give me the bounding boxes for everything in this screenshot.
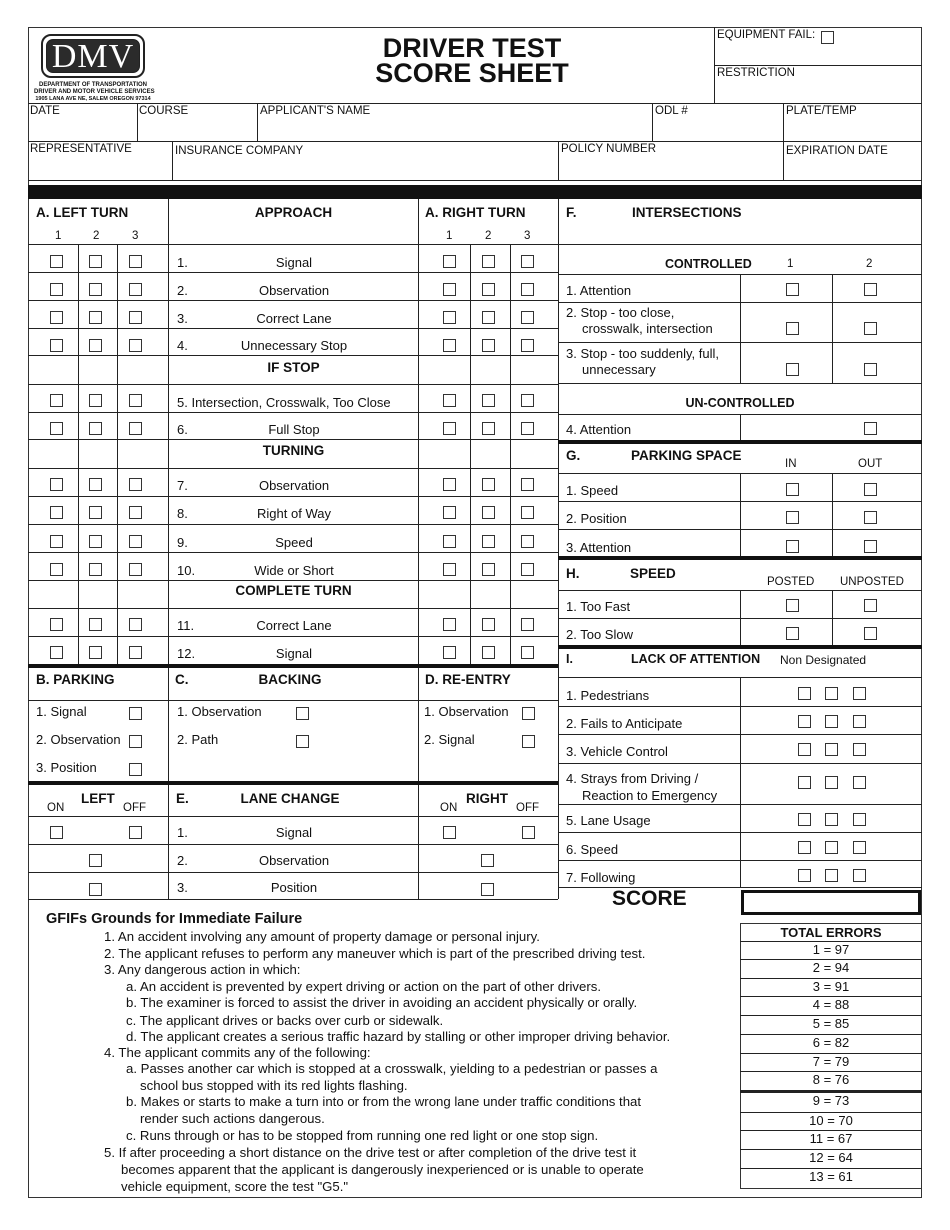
parking-attention-out-checkbox[interactable]: [864, 540, 877, 553]
applicant-name-field[interactable]: APPLICANT'S NAME: [260, 105, 371, 117]
right-turn-title: A. RIGHT TURN: [425, 205, 526, 220]
dmv-logo: [34, 33, 155, 103]
controlled-heading: CONTROLLED: [665, 257, 752, 271]
lack-attention-item-4-box-3-checkbox[interactable]: [853, 776, 866, 789]
controlled-stop-sudden-2-checkbox[interactable]: [864, 363, 877, 376]
parking-space-item-3: 3. Attention: [566, 540, 632, 555]
speed-slow-unposted-checkbox[interactable]: [864, 627, 877, 640]
logo-line-1: DEPARTMENT OF TRANSPORTATION: [39, 82, 147, 88]
lack-attention-item-2-box-2-checkbox[interactable]: [825, 715, 838, 728]
left-turn-item-2-col-3-checkbox[interactable]: [129, 283, 142, 296]
score-row: 3 = 91: [812, 979, 850, 994]
gfif-line: becomes apparent that the applicant is dangerously inexperienced or is unable to operate: [121, 1162, 644, 1177]
lane-left-on-checkbox[interactable]: [50, 826, 63, 839]
approach-item-12-label: Signal: [275, 646, 313, 661]
approach-item-7-num: 7.: [177, 478, 188, 493]
lack-attention-item-7-box-3-checkbox[interactable]: [853, 869, 866, 882]
lane-item-2-num: 2.: [177, 853, 188, 868]
backing-letter: C.: [175, 672, 189, 687]
right-turn-item-7-col-2-checkbox[interactable]: [482, 478, 495, 491]
approach-item-9-label: Speed: [275, 535, 313, 550]
parking-position-in-checkbox[interactable]: [786, 511, 799, 524]
right-turn-item-10-col-1-checkbox[interactable]: [443, 563, 456, 576]
insurance-company-field[interactable]: INSURANCE COMPANY: [175, 145, 304, 157]
lane-left-on: ON: [47, 802, 65, 814]
speed-slow-posted-checkbox[interactable]: [786, 627, 799, 640]
score-row: 4 = 88: [812, 997, 850, 1012]
controlled-stop-close-2-checkbox[interactable]: [864, 322, 877, 335]
parking-space-in: IN: [785, 458, 797, 470]
uncontrolled-attention: 4. Attention: [566, 422, 632, 437]
speed-title: SPEED: [630, 566, 676, 581]
lack-attention-item-3-box-2-checkbox[interactable]: [825, 743, 838, 756]
approach-item-10-num: 10.: [177, 563, 196, 578]
left-turn-item-7-col-2-checkbox[interactable]: [89, 478, 102, 491]
right-turn-item-7-col-3-checkbox[interactable]: [521, 478, 534, 491]
parking-space-item-2: 2. Position: [566, 511, 627, 526]
score-row: 11 = 67: [809, 1131, 853, 1146]
score-row: 2 = 94: [812, 960, 850, 975]
right-turn-item-11-col-2-checkbox[interactable]: [482, 618, 495, 631]
score-row: 5 = 85: [812, 1016, 850, 1031]
right-turn-item-10-col-2-checkbox[interactable]: [482, 563, 495, 576]
gfif-line: 4. The applicant commits any of the following:: [104, 1045, 371, 1060]
turning-heading: TURNING: [262, 443, 325, 458]
right-turn-item-12-col-3-checkbox[interactable]: [521, 646, 534, 659]
gfif-line: c. The applicant drives or backs over curb or sidewalk.: [126, 1013, 444, 1028]
gfif-line: b. Makes or starts to make a turn into or from the wrong lane under traffic conditions that: [126, 1094, 642, 1109]
approach-item-1-label: Signal: [275, 255, 313, 270]
gfif-line: 1. An accident involving any amount of property damage or personal injury.: [104, 929, 540, 944]
approach-item-1-num: 1.: [177, 255, 188, 270]
right-turn-item-6-col-2-checkbox[interactable]: [482, 422, 495, 435]
left-turn-item-11-col-1-checkbox[interactable]: [50, 618, 63, 631]
right-turn-item-2-col-2-checkbox[interactable]: [482, 283, 495, 296]
approach-item-8-label: Right of Way: [257, 506, 331, 521]
left-turn-item-1-col-3-checkbox[interactable]: [129, 255, 142, 268]
parking-position-out-checkbox[interactable]: [864, 511, 877, 524]
controlled-attention-1-checkbox[interactable]: [786, 283, 799, 296]
approach-item-2-num: 2.: [177, 283, 188, 298]
right-turn-item-12-col-1-checkbox[interactable]: [443, 646, 456, 659]
left-turn-item-5-col-2-checkbox[interactable]: [89, 394, 102, 407]
gfif-line: d. The applicant creates a serious traffic hazard by stalling or other improper driving behavior.: [126, 1029, 671, 1044]
approach-item-3-num: 3.: [177, 311, 188, 326]
lack-attention-item-6-box-1-checkbox[interactable]: [798, 841, 811, 854]
approach-item-2-label: Observation: [258, 283, 330, 298]
right-turn-item-2-col-3-checkbox[interactable]: [521, 283, 534, 296]
title-line-2: SCORE SHEET: [375, 58, 569, 88]
expiration-date-field[interactable]: EXPIRATION DATE: [786, 145, 888, 157]
gfif-line: 2. The applicant refuses to perform any maneuver which is part of the prescribed driving test.: [104, 946, 646, 961]
speed-item-1: 1. Too Fast: [566, 599, 631, 614]
backing-item-2: 2. Path: [177, 732, 219, 747]
right-turn-item-3-col-2-checkbox[interactable]: [482, 311, 495, 324]
right-turn-item-10-col-3-checkbox[interactable]: [521, 563, 534, 576]
approach-item-9-num: 9.: [177, 535, 188, 550]
lack-item-3: 3. Vehicle Control: [566, 744, 668, 759]
left-turn-item-3-col-1-checkbox[interactable]: [50, 311, 63, 324]
score-row: 8 = 76: [812, 1072, 850, 1087]
lack-attention-item-1-box-1-checkbox[interactable]: [798, 687, 811, 700]
parking-attention-in-checkbox[interactable]: [786, 540, 799, 553]
speed-item-2: 2. Too Slow: [566, 627, 633, 642]
speed-fast-posted-checkbox[interactable]: [786, 599, 799, 612]
left-turn-item-7-col-3-checkbox[interactable]: [129, 478, 142, 491]
reentry-title: D. RE-ENTRY: [425, 672, 511, 687]
approach-item-11-num: 11.: [177, 618, 195, 633]
right-turn-item-1-col-3-checkbox[interactable]: [521, 255, 534, 268]
gfif-title: GFIFs Grounds for Immediate Failure: [46, 911, 303, 927]
gfif-line: school bus stopped with its red lights flashing.: [140, 1078, 408, 1093]
parking-space-title: PARKING SPACE: [631, 448, 742, 463]
left-turn-item-5-col-1-checkbox[interactable]: [50, 394, 63, 407]
lane-right-off-checkbox[interactable]: [522, 826, 535, 839]
right-turn-item-2-col-1-checkbox[interactable]: [443, 283, 456, 296]
right-turn-item-9-col-2-checkbox[interactable]: [482, 535, 495, 548]
left-turn-item-1-col-2-checkbox[interactable]: [89, 255, 102, 268]
intersection-item-2-l1: 2. Stop - too close,: [566, 305, 675, 320]
controlled-stop-sudden-1-checkbox[interactable]: [786, 363, 799, 376]
speed-unposted: UNPOSTED: [840, 576, 904, 588]
right-turn-item-6-col-1-checkbox[interactable]: [443, 422, 456, 435]
total-errors-heading: TOTAL ERRORS: [780, 925, 882, 940]
intersections-title: INTERSECTIONS: [632, 205, 742, 220]
left-turn-item-8-col-1-checkbox[interactable]: [50, 506, 63, 519]
left-turn-item-3-col-2-checkbox[interactable]: [89, 311, 102, 324]
logo-line-3: 1905 LANA AVE NE, SALEM OREGON 97314: [35, 96, 151, 102]
left-turn-item-5-col-3-checkbox[interactable]: [129, 394, 142, 407]
lack-item-4-l1: 4. Strays from Driving /: [566, 771, 699, 786]
lane-right-off: OFF: [516, 802, 539, 814]
lane-item-2-label: Observation: [258, 853, 330, 868]
if-stop-heading: IF STOP: [267, 360, 320, 375]
lane-change-letter: E.: [176, 791, 189, 806]
right-turn-item-8-col-1-checkbox[interactable]: [443, 506, 456, 519]
parking-item-3: 3. Position: [36, 760, 97, 775]
score-label: SCORE: [612, 887, 687, 910]
backing-path-checkbox[interactable]: [296, 735, 309, 748]
lane-change-title: LANE CHANGE: [240, 791, 340, 806]
parking-speed-out-checkbox[interactable]: [864, 483, 877, 496]
lane-left-title: LEFT: [81, 791, 115, 806]
lane-left-off-checkbox[interactable]: [129, 826, 142, 839]
score-row: 9 = 73: [812, 1093, 850, 1108]
left-turn-item-10-col-3-checkbox[interactable]: [129, 563, 142, 576]
separator-bar: [28, 185, 922, 199]
gfif-line: b. The examiner is forced to assist the driver in avoiding an accident physically or orally.: [126, 995, 638, 1010]
lane-item-3-num: 3.: [177, 880, 188, 895]
score-row: 6 = 82: [812, 1035, 850, 1050]
left-turn-item-10-col-1-checkbox[interactable]: [50, 563, 63, 576]
left-turn-item-9-col-2-checkbox[interactable]: [89, 535, 102, 548]
lack-attention-item-2-box-3-checkbox[interactable]: [853, 715, 866, 728]
right-turn-item-11-col-1-checkbox[interactable]: [443, 618, 456, 631]
approach-item-3-label: Correct Lane: [256, 311, 332, 326]
uncontrolled-heading: UN-CONTROLLED: [685, 396, 795, 410]
approach-item-8-num: 8.: [177, 506, 188, 521]
uncontrolled-attention-checkbox[interactable]: [864, 422, 877, 435]
lack-attention-item-7-box-1-checkbox[interactable]: [798, 869, 811, 882]
intersections-letter: F.: [566, 205, 577, 220]
approach-item-6-label: Full Stop: [268, 422, 320, 437]
left-turn-title: A. LEFT TURN: [36, 205, 129, 220]
left-turn-col-1: 1: [55, 230, 62, 242]
score-box[interactable]: [741, 890, 921, 915]
parking-item-1: 1. Signal: [36, 704, 87, 719]
speed-posted: POSTED: [767, 576, 815, 588]
parking-observation-checkbox[interactable]: [129, 735, 142, 748]
lack-attention-item-6-box-3-checkbox[interactable]: [853, 841, 866, 854]
lane-left-position-checkbox[interactable]: [89, 883, 102, 896]
dmv-logo-badge: [41, 34, 145, 78]
controlled-attention-2-checkbox[interactable]: [864, 283, 877, 296]
lack-item-7: 7. Following: [566, 870, 636, 885]
lack-attention-item-5-box-1-checkbox[interactable]: [798, 813, 811, 826]
lack-attention-item-3-box-1-checkbox[interactable]: [798, 743, 811, 756]
policy-number-field[interactable]: POLICY NUMBER: [561, 143, 657, 155]
left-turn-item-11-col-3-checkbox[interactable]: [129, 618, 142, 631]
logo-line-2: DRIVER AND MOTOR VEHICLE SERVICES: [34, 89, 155, 95]
lane-right-on: ON: [440, 802, 458, 814]
left-turn-item-6-col-2-checkbox[interactable]: [89, 422, 102, 435]
left-turn-item-8-col-3-checkbox[interactable]: [129, 506, 142, 519]
left-turn-item-7-col-1-checkbox[interactable]: [50, 478, 63, 491]
gfif-line: 5. If after proceeding a short distance on the drive test or after completion of the drive test it: [104, 1145, 637, 1160]
lack-item-2: 2. Fails to Anticipate: [566, 716, 683, 731]
right-turn-item-8-col-3-checkbox[interactable]: [521, 506, 534, 519]
score-row: 10 = 70: [809, 1113, 853, 1128]
right-turn-item-11-col-3-checkbox[interactable]: [521, 618, 534, 631]
gfif-line: render such actions dangerous.: [140, 1111, 325, 1126]
reentry-signal-checkbox[interactable]: [522, 735, 535, 748]
right-turn-item-4-col-3-checkbox[interactable]: [521, 339, 534, 352]
lack-attention-item-3-box-3-checkbox[interactable]: [853, 743, 866, 756]
intersection-item-3-l1: 3. Stop - too suddenly, full,: [566, 346, 719, 361]
right-turn-item-9-col-1-checkbox[interactable]: [443, 535, 456, 548]
parking-space-letter: G.: [566, 448, 581, 463]
approach-item-6-num: 6.: [177, 422, 188, 437]
left-turn-col-2: 2: [93, 230, 100, 242]
right-turn-item-5-col-2-checkbox[interactable]: [482, 394, 495, 407]
right-turn-item-7-col-1-checkbox[interactable]: [443, 478, 456, 491]
backing-title: BACKING: [258, 672, 322, 687]
left-turn-item-12-col-3-checkbox[interactable]: [129, 646, 142, 659]
intersection-item-2-l2: crosswalk, intersection: [582, 321, 713, 336]
lane-item-1-label: Signal: [275, 825, 313, 840]
score-row: 7 = 79: [812, 1054, 850, 1069]
complete-turn-heading: COMPLETE TURN: [235, 583, 352, 598]
left-turn-item-4-col-3-checkbox[interactable]: [129, 339, 142, 352]
lack-attention-sub: Non Designated: [780, 653, 867, 667]
parking-speed-in-checkbox[interactable]: [786, 483, 799, 496]
right-turn-item-12-col-2-checkbox[interactable]: [482, 646, 495, 659]
lane-left-observation-checkbox[interactable]: [89, 854, 102, 867]
parking-title: B. PARKING: [36, 672, 115, 687]
lack-attention-item-4-box-2-checkbox[interactable]: [825, 776, 838, 789]
approach-item-4-num: 4.: [177, 338, 188, 353]
lane-left-off: OFF: [123, 802, 146, 814]
left-turn-item-4-col-1-checkbox[interactable]: [50, 339, 63, 352]
approach-title: APPROACH: [254, 205, 333, 220]
controlled-col-2: 2: [866, 258, 873, 270]
right-turn-item-4-col-1-checkbox[interactable]: [443, 339, 456, 352]
course-field[interactable]: COURSE: [139, 105, 189, 117]
parking-signal-checkbox[interactable]: [129, 707, 142, 720]
title-line-1: DRIVER TEST: [382, 33, 562, 63]
left-turn-col-3: 3: [132, 230, 139, 242]
left-turn-item-3-col-3-checkbox[interactable]: [129, 311, 142, 324]
score-row: 1 = 97: [812, 942, 850, 957]
gfif-line: a. Passes another car which is stopped at a crosswalk, yielding to a pedestrian or passes a: [126, 1061, 658, 1076]
parking-space-item-1: 1. Speed: [566, 483, 619, 498]
gfif-line: 3. Any dangerous action in which:: [104, 962, 301, 977]
right-turn-item-9-col-3-checkbox[interactable]: [521, 535, 534, 548]
approach-item-11-label: Correct Lane: [256, 618, 332, 633]
gfif-line: c. Runs through or has to be stopped from running one red light or one stop sign.: [126, 1128, 599, 1143]
dmv-logo-text: DMV: [51, 38, 135, 75]
parking-position-checkbox[interactable]: [129, 763, 142, 776]
left-turn-item-10-col-2-checkbox[interactable]: [89, 563, 102, 576]
lack-attention-item-2-box-1-checkbox[interactable]: [798, 715, 811, 728]
plate-temp-field[interactable]: PLATE/TEMP: [786, 105, 857, 117]
backing-item-1: 1. Observation: [177, 704, 262, 719]
score-row: 13 = 61: [809, 1169, 853, 1184]
controlled-col-1: 1: [787, 258, 794, 270]
lack-item-1: 1. Pedestrians: [566, 688, 650, 703]
right-turn-col-2: 2: [485, 230, 492, 242]
lane-item-1-num: 1.: [177, 825, 188, 840]
left-turn-item-9-col-3-checkbox[interactable]: [129, 535, 142, 548]
score-row: 12 = 64: [809, 1150, 853, 1165]
right-turn-item-5-col-3-checkbox[interactable]: [521, 394, 534, 407]
speed-fast-unposted-checkbox[interactable]: [864, 599, 877, 612]
left-turn-item-11-col-2-checkbox[interactable]: [89, 618, 102, 631]
lane-right-observation-checkbox[interactable]: [481, 854, 494, 867]
right-turn-item-3-col-3-checkbox[interactable]: [521, 311, 534, 324]
right-turn-item-6-col-3-checkbox[interactable]: [521, 422, 534, 435]
lane-item-3-label: Position: [270, 880, 318, 895]
lane-right-position-checkbox[interactable]: [481, 883, 494, 896]
intersection-item-3-l2: unnecessary: [582, 362, 656, 377]
right-turn-col-1: 1: [446, 230, 453, 242]
speed-letter: H.: [566, 566, 580, 581]
left-turn-item-12-col-1-checkbox[interactable]: [50, 646, 63, 659]
approach-item-7-label: Observation: [258, 478, 330, 493]
lack-item-4-l2: Reaction to Emergency: [582, 788, 718, 803]
lack-attention-item-5-box-3-checkbox[interactable]: [853, 813, 866, 826]
intersection-item-1: 1. Attention: [566, 283, 632, 298]
left-turn-item-6-col-3-checkbox[interactable]: [129, 422, 142, 435]
left-turn-item-9-col-1-checkbox[interactable]: [50, 535, 63, 548]
gfif-line: a. An accident is prevented by expert driving or action on the part of other drivers.: [126, 979, 602, 994]
right-turn-item-1-col-1-checkbox[interactable]: [443, 255, 456, 268]
date-field[interactable]: DATE: [30, 105, 60, 117]
lack-item-5: 5. Lane Usage: [566, 813, 651, 828]
lack-attention-letter: I.: [566, 652, 573, 666]
reentry-item-1: 1. Observation: [424, 704, 509, 719]
lack-attention-title: LACK OF ATTENTION: [631, 652, 761, 666]
reentry-item-2: 2. Signal: [424, 732, 475, 747]
approach-item-10-label: Wide or Short: [254, 563, 334, 578]
lack-attention-item-1-box-2-checkbox[interactable]: [825, 687, 838, 700]
right-turn-item-1-col-2-checkbox[interactable]: [482, 255, 495, 268]
backing-observation-checkbox[interactable]: [296, 707, 309, 720]
left-turn-item-6-col-1-checkbox[interactable]: [50, 422, 63, 435]
lack-attention-item-5-box-2-checkbox[interactable]: [825, 813, 838, 826]
equipment-fail-checkbox[interactable]: [821, 31, 834, 44]
left-turn-item-1-col-1-checkbox[interactable]: [50, 255, 63, 268]
right-turn-item-3-col-1-checkbox[interactable]: [443, 311, 456, 324]
odl-field[interactable]: ODL #: [655, 105, 688, 117]
approach-item-5: 5. Intersection, Crosswalk, Too Close: [177, 395, 391, 410]
restriction-label: RESTRICTION: [717, 67, 795, 79]
right-turn-item-5-col-1-checkbox[interactable]: [443, 394, 456, 407]
right-turn-item-4-col-2-checkbox[interactable]: [482, 339, 495, 352]
left-turn-item-2-col-1-checkbox[interactable]: [50, 283, 63, 296]
lack-attention-item-1-box-3-checkbox[interactable]: [853, 687, 866, 700]
right-turn-col-3: 3: [524, 230, 531, 242]
left-turn-item-8-col-2-checkbox[interactable]: [89, 506, 102, 519]
parking-space-out: OUT: [858, 458, 883, 470]
lack-item-6: 6. Speed: [566, 842, 619, 857]
controlled-stop-close-1-checkbox[interactable]: [786, 322, 799, 335]
approach-item-12-num: 12.: [177, 646, 196, 661]
reentry-observation-checkbox[interactable]: [522, 707, 535, 720]
parking-item-2: 2. Observation: [36, 732, 121, 747]
gfif-line: vehicle equipment, score the test "G5.": [121, 1179, 349, 1194]
lack-attention-item-4-box-1-checkbox[interactable]: [798, 776, 811, 789]
lane-right-on-checkbox[interactable]: [443, 826, 456, 839]
equipment-fail-label: EQUIPMENT FAIL:: [717, 29, 816, 41]
left-turn-item-2-col-2-checkbox[interactable]: [89, 283, 102, 296]
left-turn-item-4-col-2-checkbox[interactable]: [89, 339, 102, 352]
approach-item-4-label: Unnecessary Stop: [240, 338, 348, 353]
lack-attention-item-6-box-2-checkbox[interactable]: [825, 841, 838, 854]
right-turn-item-8-col-2-checkbox[interactable]: [482, 506, 495, 519]
lack-attention-item-7-box-2-checkbox[interactable]: [825, 869, 838, 882]
left-turn-item-12-col-2-checkbox[interactable]: [89, 646, 102, 659]
lane-right-title: RIGHT: [466, 791, 508, 806]
representative-field[interactable]: REPRESENTATIVE: [30, 143, 132, 155]
